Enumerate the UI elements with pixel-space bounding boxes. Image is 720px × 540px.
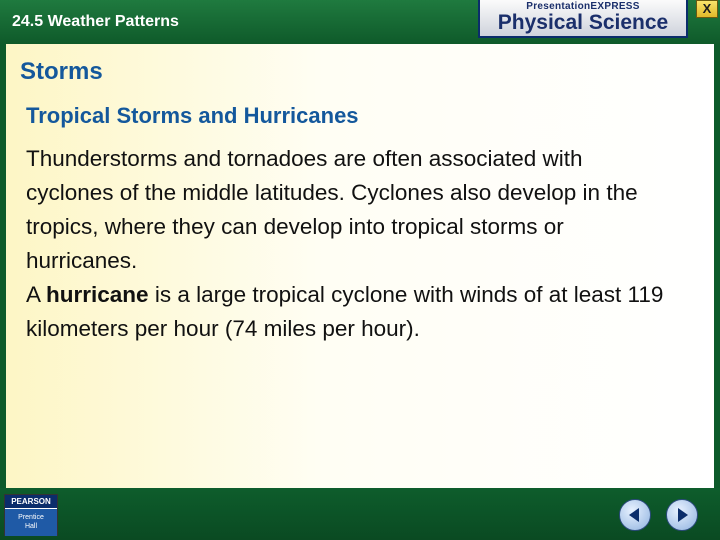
slide-body: [26, 142, 666, 346]
brand-main-text: Physical Science: [497, 11, 669, 34]
paragraph-2-pre: A: [26, 281, 47, 307]
paragraph-2-post: is a large tropical cyclone with winds of at least 119 kilometers per hour (74 miles per hour).: [26, 281, 664, 341]
footer-bar: [0, 488, 720, 540]
close-button[interactable]: X: [696, 0, 718, 18]
next-button[interactable]: [666, 499, 698, 531]
paragraph-2: [26, 278, 666, 346]
triangle-left-icon: [620, 500, 650, 530]
hurricane-term: hurricane: [46, 281, 149, 307]
triangle-right-icon: [667, 500, 697, 530]
logo-top-text: PEARSON: [5, 495, 57, 508]
chapter-label: 24.5 Weather Patterns: [12, 13, 179, 30]
brand-logo: [478, 0, 688, 38]
logo-bottom-line-2: Hall: [24, 523, 38, 530]
logo-bottom: [5, 509, 57, 536]
brand-top-text: PresentationEXPRESS: [526, 1, 640, 12]
paragraph-1: Thunderstorms and tornadoes are often associated with cyclones of the middle latitudes. Cyclones also develop in the tropics, where they can develop into tropical storms or hurricanes.: [26, 146, 638, 273]
slide-title: Storms: [20, 58, 103, 85]
logo-bottom-line-1: Prentice: [18, 514, 44, 521]
slide-content: [6, 44, 714, 488]
slide-subtitle: Tropical Storms and Hurricanes: [26, 103, 359, 128]
pearson-logo: [4, 494, 58, 536]
previous-button[interactable]: [619, 499, 651, 531]
